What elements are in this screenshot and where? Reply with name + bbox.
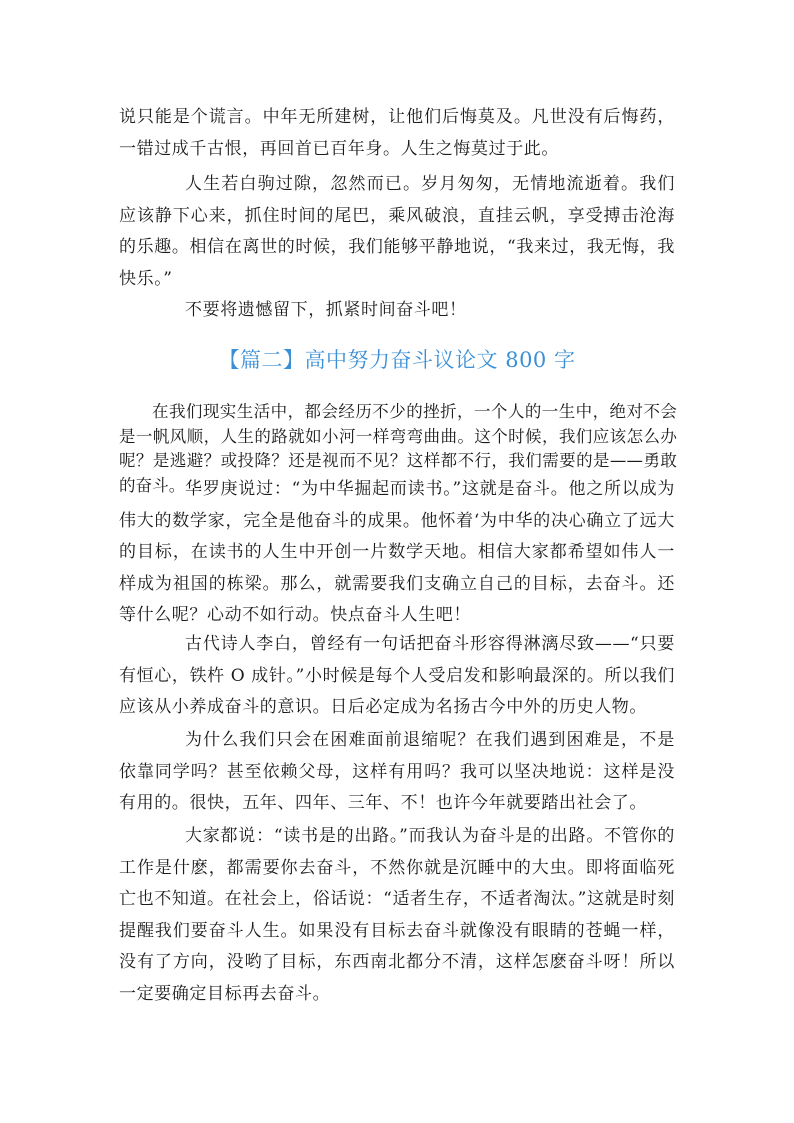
paragraph-text: 说只能是个谎言。中年无所建树，让他们后悔莫及。凡世没有后悔药，一错过成千古恨，再回首已百年身。人生之悔莫过于此。 xyxy=(119,107,675,159)
paragraph-road xyxy=(119,821,675,1010)
paragraph-text: 华罗庚说过：“为中华掘起而读书。”这就是奋斗。他之所以成为伟大的数学家，完全是他奋斗的成果。他怀着‘为中华的决心确立了远大的目标，在读书的人生中开创一片数学天地。相信大家都希望如伟人一样成为祖国的栋梁。那么，就需要我们支确立自己的目标，去奋斗。还等什么呢？心动不如行动。快点奋斗人生吧！ xyxy=(119,479,675,625)
paragraph-text: 古代诗人李白，曾经有一句话把奋斗形容得淋漓尽致——“只要有恒心，铁杵 O 成针。”小时候是每个人受启发和影响最深的。所以我们应该从小养成奋斗的意识。日后必定成为名扬古今中外的历史人物。 xyxy=(119,634,675,717)
section-heading: 【篇二】高中努力奋斗议论文 800 字 xyxy=(218,348,576,372)
paragraph-text: 大家都说：“读书是的出路。”而我认为奋斗是的出路。不管你的工作是什麽，都需要你去奋斗，不然你就是沉睡中的大虫。即将面临死亡也不知道。在社会上，俗话说：“适者生存，不适者淘汰。”这就是时刻提醒我们要奋斗人生。如果没有目标去奋斗就像没有眼睛的苍蝇一样，没有了方向，没哟了目标，东西南北都分不清，这样怎麽奋斗呀！所以一定要确定目标再去奋斗。 xyxy=(119,826,675,1004)
paragraph-text: 在我们现实生活中，都会经历不少的挫折，一个人的一生中，绝对不会是一帆风顺，人生的路就如小河一样弯弯曲曲。这个时候，我们应该怎么办呢？是逃避？或投降？还是视而不见？这样都不行，我们需要的是——勇敢的奋斗。 xyxy=(119,402,677,495)
paragraph-text: 不要将遗憾留下，抓紧时间奋斗吧！ xyxy=(185,300,467,320)
paragraph-no-regret xyxy=(119,295,675,327)
paragraph-text: 为什么我们只会在困难面前退缩呢？在我们遇到困难是，不是依靠同学吗？甚至依赖父母，这样有用吗？我可以坚决地说：这样是没有用的。很快，五年、四年、三年、不！也许今年就要踏出社会了。 xyxy=(119,730,675,813)
paragraph-regret-end xyxy=(119,102,675,165)
paragraph-difficulty xyxy=(119,725,675,820)
paragraph-life-short xyxy=(119,169,675,295)
paragraph-li-bai xyxy=(119,629,675,724)
paragraph-hua-luogeng xyxy=(119,474,675,632)
paragraph-text: 人生若白驹过隙，忽然而已。岁月匆匆，无情地流逝着。我们应该静下心来，抓住时间的尾巴，乘风破浪，直挂云帆，享受搏击沧海的乐趣。相信在离世的时候，我们能够平静地说，“我来过，我无悔，我快乐。” xyxy=(119,174,675,289)
